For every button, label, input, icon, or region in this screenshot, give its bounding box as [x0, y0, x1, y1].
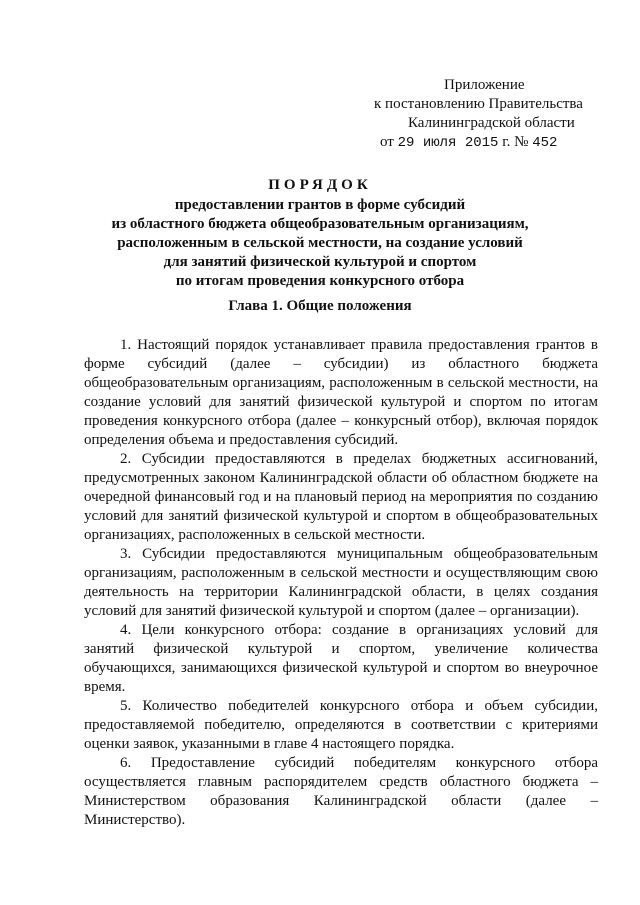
title-main: ПОРЯДОК	[268, 177, 372, 193]
document-body	[84, 336, 598, 830]
appendix-header	[360, 76, 610, 153]
appendix-date: 29 июля 2015	[397, 135, 499, 151]
title-line: для занятий физической культурой и спортом	[163, 254, 477, 270]
appendix-resolution: к постановлению Правительства	[374, 96, 583, 112]
paragraph-5: 5. Количество победителей конкурсного отбора и объем субсидии, предоставляемой победителю, определяются в соответствии с критериями оценки заявок, указанными в главе 4 настоящего порядка.	[84, 698, 598, 752]
paragraph-4: 4. Цели конкурсного отбора: создание в организациях условий для занятий физической культурой и спортом, увеличение количества обучающихся, занимающихся физической культурой и спортом во внеурочное время.	[84, 622, 598, 695]
paragraph-1: 1. Настоящий порядок устанавливает правила предоставления грантов в форме субсидий (далее – субсидии) из областного бюджета общеобразовательным организациям, расположенным в сельской местности, на создание условий для занятий физической культурой и спортом по итогам проведения конкурсного отбора (далее – конкурсный отбор), включая порядок определения объема и предоставления субсидий.	[84, 337, 598, 448]
title-line: расположенным в сельской местности, на создание условий	[117, 235, 523, 251]
appendix-date-line	[360, 133, 610, 153]
appendix-number-label: г. №	[502, 134, 529, 150]
appendix-label: Приложение	[444, 77, 525, 93]
title-line: предоставлении грантов в форме субсидий	[174, 197, 466, 213]
paragraph-3: 3. Субсидии предоставляются муниципальным общеобразовательным организациям, расположенным в сельской местности и осуществляющим свою деятельность на территории Калининградской области, в целях создания условий для занятий физической культурой и спортом (далее – организации).	[84, 546, 598, 619]
title-line: по итогам проведения конкурсного отбора	[175, 273, 465, 289]
paragraph-2: 2. Субсидии предоставляются в пределах бюджетных ассигнований, предусмотренных законом Калининградской области об областном бюджете на очередной финансовый год и на плановый период на мероприятия по созданию условий для занятий физической культурой и спортом в общеобразовательных организациях, расположенных в сельской местности.	[84, 451, 598, 543]
chapter-heading: Глава 1. Общие положения	[228, 298, 412, 314]
appendix-date-prefix: от	[380, 134, 394, 150]
document-title	[110, 176, 530, 291]
title-line: из областного бюджета общеобразовательным организациям,	[111, 216, 529, 232]
paragraph-6: 6. Предоставление субсидий победителям конкурсного отбора осуществляется главным распорядителем средств областного бюджета – Министерством образования Калининградской области (далее – Министерство).	[84, 755, 598, 828]
appendix-region: Калининградской области	[408, 115, 575, 131]
appendix-number: 452	[532, 135, 558, 151]
